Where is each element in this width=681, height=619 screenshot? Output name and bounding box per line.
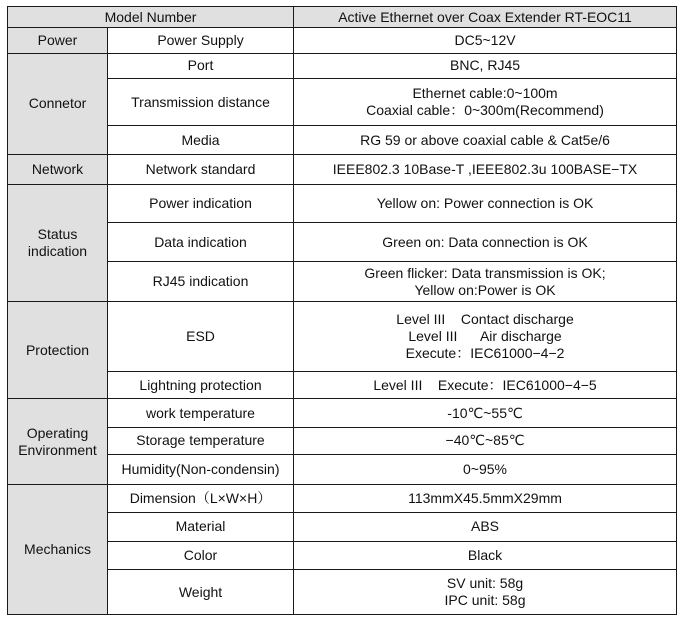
data-indication-value: Green on: Data connection is OK [294, 223, 677, 261]
data-indication-label: Data indication [108, 223, 294, 261]
humidity-value: 0~95% [294, 455, 677, 485]
power-indication-label: Power indication [108, 185, 294, 223]
work-temperature-value: -10℃~55℃ [294, 399, 677, 427]
port-label: Port [108, 53, 294, 78]
transmission-distance-label: Transmission distance [108, 78, 294, 126]
network-standard-value: IEEE802.3 10Base-T ,IEEE802.3u 100BASE−TX [294, 154, 677, 184]
table-row [8, 302, 677, 372]
power-supply-label: Power Supply [108, 28, 294, 53]
table-row [8, 485, 677, 512]
table-row [8, 261, 677, 301]
category-environment-line: Operating [26, 424, 89, 441]
table-row [8, 399, 677, 427]
network-standard-label: Network standard [108, 154, 294, 184]
table-row [8, 28, 677, 53]
category-status [8, 185, 108, 302]
category-protection: Protection [8, 302, 108, 399]
port-value: BNC, RJ45 [294, 53, 677, 78]
table-row [8, 53, 677, 78]
work-temperature-label: work temperature [108, 399, 294, 427]
esd-value [294, 302, 677, 372]
esd-line: Level III Contact discharge [396, 311, 574, 328]
table-row [8, 427, 677, 454]
esd-line: Execute：IEC61000−4−2 [405, 345, 565, 362]
rj45-indication-line: Green flicker: Data transmission is OK; [364, 264, 606, 281]
category-environment [8, 399, 108, 485]
weight-label: Weight [108, 570, 294, 615]
rj45-indication-line: Yellow on:Power is OK [414, 281, 556, 298]
lightning-protection-label: Lightning protection [108, 372, 294, 399]
table-row [8, 542, 677, 570]
esd-label: ESD [108, 302, 294, 372]
weight-line: SV unit: 58g [446, 575, 524, 592]
humidity-label: Humidity(Non-condensin) [108, 455, 294, 485]
category-power: Power [8, 28, 108, 53]
dimension-label: Dimension（L×W×H） [108, 485, 294, 512]
power-indication-value: Yellow on: Power connection is OK [294, 185, 677, 223]
transmission-distance-line: Ethernet cable:0~100m [412, 85, 558, 102]
color-label: Color [108, 542, 294, 570]
category-status-line: indication [27, 243, 88, 260]
table-row [8, 372, 677, 399]
table-row [8, 154, 677, 184]
power-supply-value: DC5~12V [294, 28, 677, 53]
product-header: Active Ethernet over Coax Extender RT-EOC11 [294, 7, 677, 28]
category-network: Network [8, 154, 108, 184]
transmission-distance-line: Coaxial cable：0~300m(Recommend) [366, 102, 604, 119]
weight-value [294, 570, 677, 615]
category-connector: Connetor [8, 53, 108, 154]
table-row [8, 512, 677, 541]
weight-line: IPC unit: 58g [444, 592, 526, 609]
lightning-protection-value: Level III Execute：IEC61000−4−5 [294, 372, 677, 399]
table-row [8, 223, 677, 261]
transmission-distance-value [294, 78, 677, 126]
media-label: Media [108, 126, 294, 154]
table-row [8, 455, 677, 485]
table-row [8, 126, 677, 154]
rj45-indication-label: RJ45 indication [108, 261, 294, 301]
esd-line: Level III Air discharge [408, 328, 562, 345]
material-value: ABS [294, 512, 677, 541]
material-label: Material [108, 512, 294, 541]
rj45-indication-value [294, 261, 677, 301]
header-row [8, 7, 677, 28]
media-value: RG 59 or above coaxial cable & Cat5e/6 [294, 126, 677, 154]
category-environment-line: Environment [18, 441, 97, 458]
dimension-value: 113mmX45.5mmX29mm [294, 485, 677, 512]
table-row [8, 570, 677, 615]
category-status-line: Status [37, 226, 78, 243]
storage-temperature-label: Storage temperature [108, 427, 294, 454]
spec-table [7, 6, 677, 615]
model-number-header: Model Number [8, 7, 294, 28]
storage-temperature-value: −40℃~85℃ [294, 427, 677, 454]
table-row [8, 78, 677, 126]
table-row [8, 185, 677, 223]
color-value: Black [294, 542, 677, 570]
category-mechanics: Mechanics [8, 485, 108, 615]
